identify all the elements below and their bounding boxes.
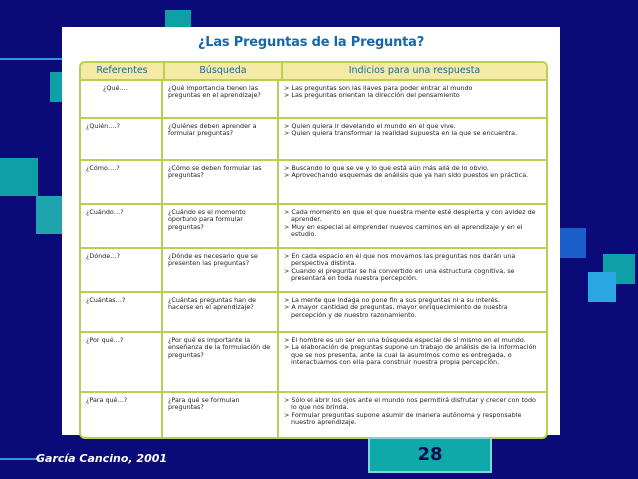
table-row [81,249,546,293]
indicio-text: > Muy en especial al emprender nuevos caminos en el aprendizaje y en el estudio. [284,222,523,239]
referente-cell: ¿Cuántas…? [81,293,163,331]
table-row [81,205,546,249]
indicio-text: > Las preguntas orientan la dirección del pensamiento [284,91,460,100]
indicios-cell [279,293,546,331]
column-header: Búsqueda [165,63,283,79]
decor-square [36,196,64,234]
referente-cell: ¿Qué…. [81,81,163,117]
indicio-text: > Buscando lo que se ve y lo que está aún más allá de lo obvio. [284,164,489,172]
indicio-text: > Cada momento en que el que nuestra mente esté despierta y con avidez de aprender. [284,208,536,224]
indicio-text: > Sólo el abrir los ojos ante el mundo nos permitirá disfrutar y crecer con todo lo que nos brinda. [284,396,536,412]
indicio-text: > Quien quiera transformar la realidad supuesta en la que se encuentra. [284,129,518,138]
referente-cell: ¿Por qué…? [81,333,163,391]
author-citation: García Cancino, 2001 [36,452,168,465]
busqueda-cell: ¿Cuándo es el momento oportuno para formular preguntas? [163,205,279,247]
referente-cell: ¿Cómo….? [81,161,163,203]
questions-table [79,61,548,439]
busqueda-cell: ¿Para qué se formulan preguntas? [163,393,279,437]
indicios-cell [279,249,546,291]
table-row [81,81,546,119]
indicio-text: > La mente que indaga no pone fin a sus preguntas ni a su interés. [284,296,500,304]
page-number-box [368,437,492,473]
table-row [81,293,546,333]
decor-square [588,272,616,302]
indicio-text: > La elaboración de preguntas supone un trabajo de análisis de la información que se nos presenta, ante la cual la asumimos como es entregada, o interactuamos con ella para construir nuestra propia percepción. [284,343,537,367]
column-header: Indicios para una respuesta [348,65,481,76]
indicios-cell [279,333,546,391]
indicio-text: > A mayor cantidad de preguntas, mayor enriquecimiento de nuestra percepción y de nuestro razonamiento. [284,303,508,319]
busqueda-cell: ¿Cómo se deben formular las preguntas? [163,161,279,203]
column-header: Referentes [81,63,165,79]
table-row [81,119,546,161]
table-header [81,63,546,81]
indicio-text: > Cuando el preguntar se ha convertido en una estructura cognitiva, se presentará en toda nuestra percepción. [284,266,515,283]
indicios-cell [279,161,546,203]
busqueda-cell: ¿Por qué es importante la enseñanza de la formulación de preguntas? [163,333,279,391]
decor-line [0,458,40,460]
indicio-text: > Las preguntas son las llaves para poder entrar al mundo [284,84,473,92]
referente-cell: ¿Dónde…? [81,249,163,291]
table-row [81,393,546,437]
table-row [81,161,546,205]
decor-square [0,158,38,196]
busqueda-cell: ¿Dónde es necesario que se presenten las preguntas? [163,249,279,291]
page-number: 28 [417,444,443,465]
indicio-text: > Formular preguntas supone asumir de manera autónoma y responsable nuestro aprendizaje. [284,410,522,427]
slide-content-image [62,27,560,435]
indicios-cell [279,205,546,247]
indicios-cell [279,119,546,159]
decor-line [0,58,62,60]
indicio-text: > Quien quiera ir develando el mundo en el que vive. [284,122,456,130]
indicios-cell [279,81,546,117]
indicio-text: > Aprovechando esquemas de análisis que ya han sido puestos en práctica. [284,171,529,180]
referente-cell: ¿Cuándo…? [81,205,163,247]
slide-title: ¿Las Preguntas de la Pregunta? [197,35,425,50]
indicio-text: > En cada espacio en el que nos movamos las preguntas nos darán una perspectiva distinta. [284,252,516,268]
referente-cell: ¿Quién….? [81,119,163,159]
busqueda-cell: ¿Quiénes deben aprender a formular preguntas? [163,119,279,159]
busqueda-cell: ¿Cuántas preguntas han de hacerse en el aprendizaje? [163,293,279,331]
indicio-text: > El hombre es un ser en una búsqueda especial de sí mismo en el mundo. [284,336,526,344]
table-row [81,333,546,393]
busqueda-cell: ¿Qué importancia tienen las preguntas en el aprendizaje? [163,81,279,117]
referente-cell: ¿Para qué…? [81,393,163,437]
decor-square [560,228,586,258]
indicios-cell [279,393,546,437]
